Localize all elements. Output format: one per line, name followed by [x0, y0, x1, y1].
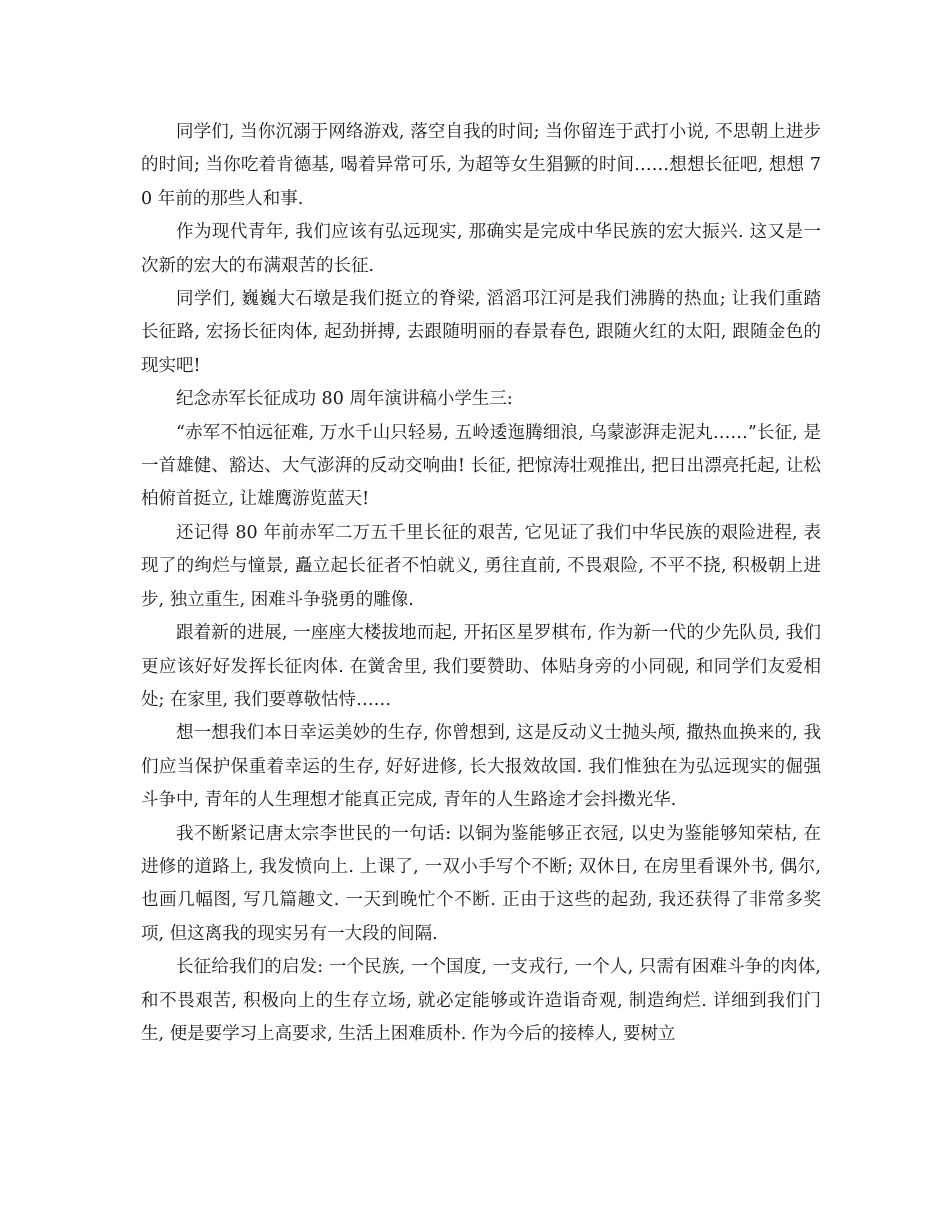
paragraph-1: 同学们, 当你沉溺于网络游戏, 落空自我的时间; 当你留连于武打小说, 不思朝上进步的时间; 当你吃着肯德基, 喝着异常可乐, 为超等女生猖獗的时间……想想长征吧, 想想 70 年前的那些人和事.: [141, 122, 821, 209]
paragraph-7: 跟着新的进展, 一座座大楼拔地而起, 开拓区星罗棋布, 作为新一代的少先队员, 我们更应该好好发挥长征肉体. 在黉舍里, 我们要赞助、体贴身旁的小同砚, 和同学们友爱相处; 在家里, 我们要尊敬怙恃……: [141, 623, 821, 710]
speech-text-body: [141, 116, 821, 1051]
paragraph-5: “赤军不怕远征难, 万水千山只轻易, 五岭逶迤腾细浪, 乌蒙澎湃走泥丸……”长征, 是一首雄健、豁达、大气澎湃的反动交响曲! 长征, 把惊涛壮观推出, 把日出漂亮托起, 让松柏俯首挺立, 让雄鹰游览蓝天!: [141, 422, 821, 510]
paragraph-2: 作为现代青年, 我们应该有弘远现实, 那确实是完成中华民族的宏大振兴. 这又是一次新的宏大的布满艰苦的长征.: [141, 222, 821, 276]
paragraph-3: 同学们, 巍巍大石墩是我们挺立的脊梁, 滔滔邛江河是我们沸腾的热血; 让我们重踏长征路, 宏扬长征肉体, 起劲拼搏, 去跟随明丽的春景春色, 跟随火红的太阳, 跟随金色的现实吧!: [141, 289, 821, 376]
paragraph-9: 我不断紧记唐太宗李世民的一句话: 以铜为鉴能够正衣冠, 以史为鉴能够知荣枯, 在进修的道路上, 我发愤向上. 上课了, 一双小手写个不断; 双休日, 在房里看课外书, 偶尔, 也画几幅图, 写几篇趣文. 一天到晚忙个不断. 正由于这些的起劲, 我还获得了非常多奖项, 但这离我的现实另有一大段的间隔.: [141, 823, 821, 944]
section-heading: 纪念赤军长征成功 80 周年演讲稿小学生三:: [176, 389, 513, 410]
paragraph-10: 长征给我们的启发: 一个民族, 一个国度, 一支戎行, 一个人, 只需有困难斗争的肉体, 和不畏艰苦, 积极向上的生存立场, 就必定能够或许造诣奇观, 制造绚烂. 详细到我们门生, 便是要学习上高要求, 生活上困难质朴. 作为今后的接棒人, 要树立: [141, 957, 821, 1044]
paragraph-6: 还记得 80 年前赤军二万五千里长征的艰苦, 它见证了我们中华民族的艰险进程, 表现了的绚烂与憧景, 矗立起长征者不怕就义, 勇往直前, 不畏艰险, 不平不挠, 积极朝上进步, 独立重生, 困难斗争骁勇的雕像.: [141, 522, 821, 610]
paragraph-8: 想一想我们本日幸运美妙的生存, 你曾想到, 这是反动义士抛头颅, 撒热血换来的, 我们应当保护保重着幸运的生存, 好好进修, 长大报效故国. 我们惟独在为弘远现实的倔强斗争中, 青年的人生理想才能真正完成, 青年的人生路途才会抖擞光华.: [141, 723, 821, 811]
